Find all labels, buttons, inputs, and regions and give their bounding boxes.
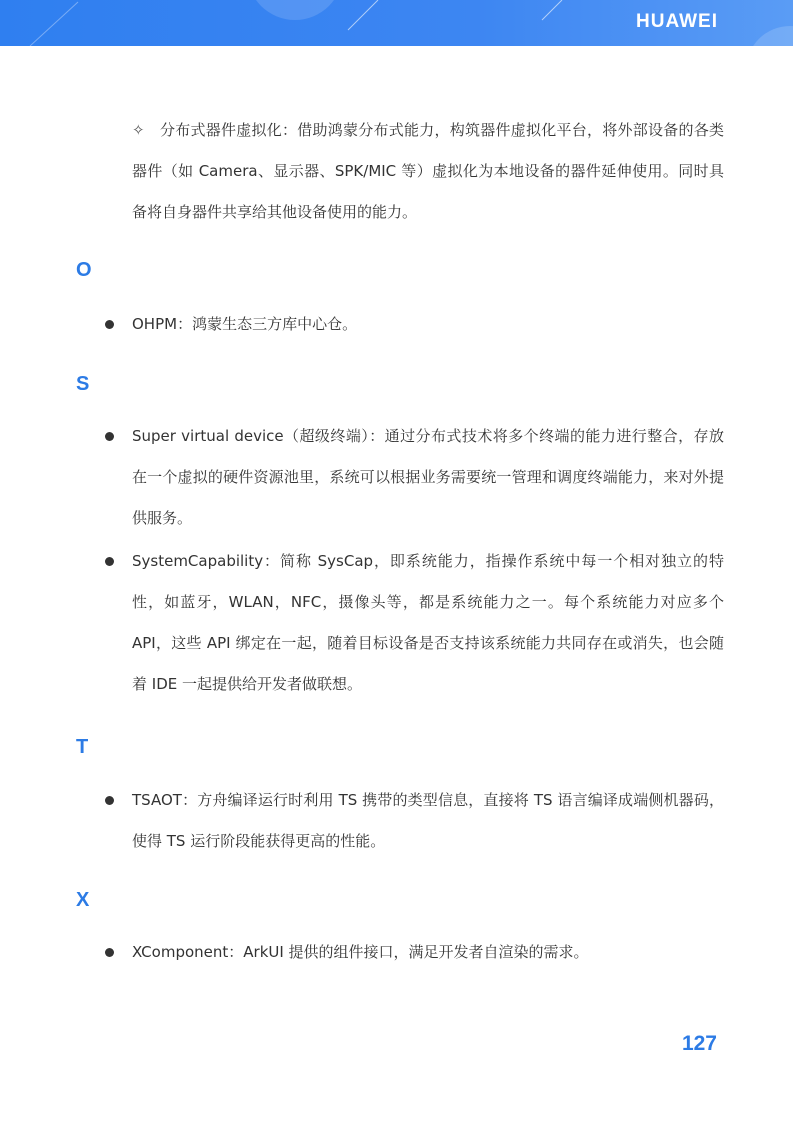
list-item-xcomponent: XComponent：ArkUI 提供的组件接口，满足开发者自渲染的需求。 <box>132 943 589 961</box>
brand-logo: HUAWEI <box>636 11 718 32</box>
page-number: 127 <box>681 1032 717 1055</box>
section-letter-o: O <box>76 259 92 281</box>
bullet-icon <box>105 557 114 566</box>
bullet-icon <box>105 948 114 957</box>
intro-paragraph: 分布式器件虚拟化：借助鸿蒙分布式能力，构筑器件虚拟化平台，将外部设备的各类器件（如 Camera、显示器、SPK/MIC 等）虚拟化为本地设备的器件延伸使用。同时具备将自身器件共享给其他设备使用的能力。 <box>132 121 724 221</box>
section-letter-t: T <box>76 736 89 758</box>
bullet-icon <box>105 796 114 805</box>
page-header <box>0 0 793 46</box>
bullet-icon <box>105 320 114 329</box>
section-letter-x: X <box>76 889 90 911</box>
section-letter-s: S <box>76 373 90 395</box>
diamond-bullet-icon: ✧ <box>132 121 145 139</box>
list-item-tsaot: TSAOT：方舟编译运行时利用 TS 携带的类型信息，直接将 TS 语言编译成端侧机器码，使得 TS 运行阶段能获得更高的性能。 <box>132 791 724 850</box>
list-item-system-capability: SystemCapability：简称 SysCap，即系统能力，指操作系统中每一个相对独立的特性，如蓝牙，WLAN，NFC，摄像头等，都是系统能力之一。每个系统能力对应多个 API，这些 API 绑定在一起，随着目标设备是否支持该系统能力共同存在或消失，也会随着 IDE 一起提供给开发者做联想。 <box>132 552 724 693</box>
list-item-ohpm: OHPM：鸿蒙生态三方库中心仓。 <box>132 315 358 333</box>
bullet-icon <box>105 432 114 441</box>
list-item-super-virtual-device: Super virtual device（超级终端）：通过分布式技术将多个终端的能力进行整合，存放在一个虚拟的硬件资源池里，系统可以根据业务需要统一管理和调度终端能力，来对外提供服务。 <box>132 427 724 527</box>
